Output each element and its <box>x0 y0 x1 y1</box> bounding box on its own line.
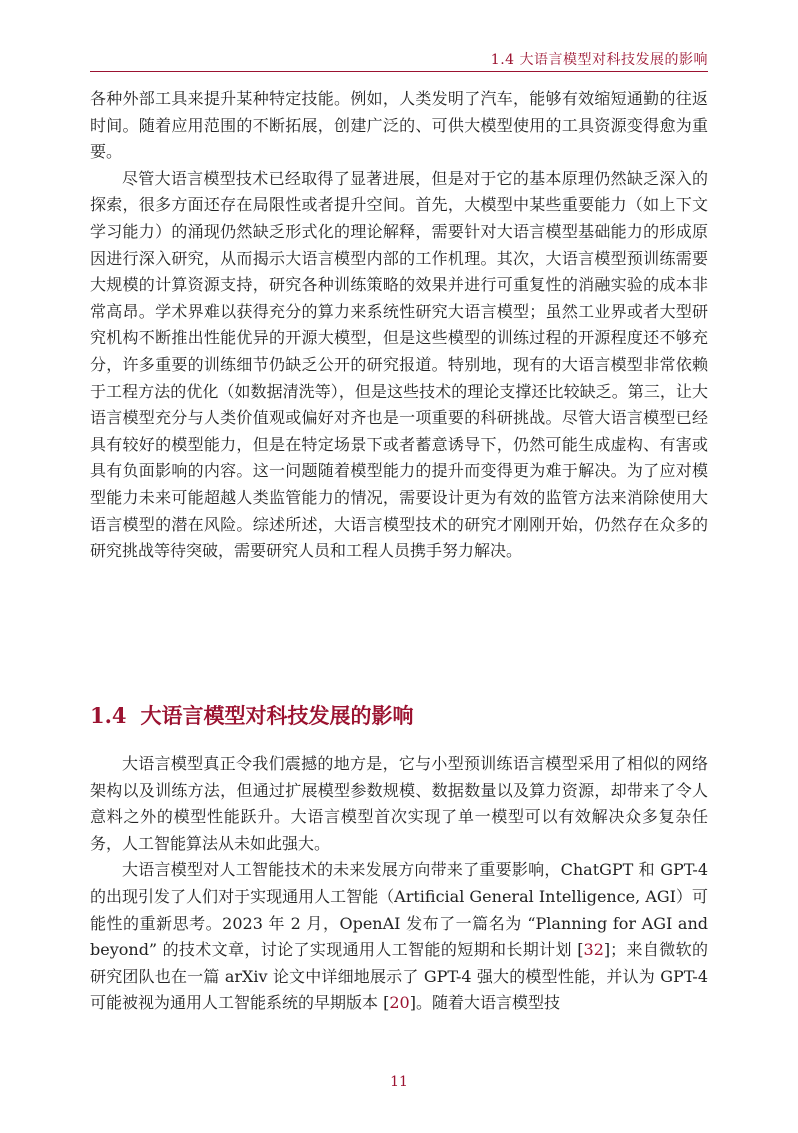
section-title: 大语言模型对科技发展的影响 <box>140 703 414 728</box>
page-number: 11 <box>390 1074 408 1090</box>
paragraph-tools: 各种外部工具来提升某种特定技能。例如，人类发明了汽车，能够有效缩短通勤的往返时间。随着应用范围的不断拓展，创建广泛的、可供大模型使用的工具资源变得愈为重要。 <box>90 89 708 162</box>
citation-20-link[interactable]: 20 <box>389 993 410 1013</box>
paragraph-agi-part-a: 大语言模型对人工智能技术的未来发展方向带来了重要影响，ChatGPT 和 GPT-4 的出现引发了人们对于实现通用人工智能（Artificial General Intelligence, AGI）可能性的重新思考。2023 年 2 月，OpenAI 发布了一篇名为 “Planning for AGI and beyond” 的技术文章，讨论了实现通用人工智能的短期和长期计划 [ <box>90 860 708 960</box>
section-number: 1.4 <box>90 703 127 728</box>
paragraph-impact: 大语言模型真正令我们震撼的地方是，它与小型预训练语言模型采用了相似的网络架构以及训练方法，但通过扩展模型参数规模、数据数量以及算力资源，却带来了令人意料之外的模型性能跃升。大语言模型首次实现了单一模型可以有效解决众多复杂任务，人工智能算法从未如此强大。 <box>90 754 708 853</box>
running-header: 1.4 大语言模型对科技发展的影响 <box>490 52 708 68</box>
section-heading <box>90 700 708 730</box>
text-block-bottom <box>90 751 708 1017</box>
paragraph-challenges: 尽管大语言模型技术已经取得了显著进展，但是对于它的基本原理仍然缺乏深入的探索，很多方面还存在局限性或者提升空间。首先，大模型中某些重要能力（如上下文学习能力）的涌现仍然缺乏形式化的理论解释，需要针对大语言模型基础能力的形成原因进行深入研究，从而揭示大语言模型内部的工作机理。其次，大语言模型预训练需要大规模的计算资源支持，研究各种训练策略的效果并进行可重复性的消融实验的成本非常高昂。学术界难以获得充分的算力来系统性研究大语言模型；虽然工业界或者大型研究机构不断推出性能优异的开源大模型，但是这些模型的训练过程的开源程度还不够充分，许多重要的训练细节仍缺乏公开的研究报道。特别地，现有的大语言模型非常依赖于工程方法的优化（如数据清洗等），但是这些技术的理论支撑还比较缺乏。第三，让大语言模型充分与人类价值观或偏好对齐也是一项重要的科研挑战。尽管大语言模型已经具有较好的模型能力，但是在特定场景下或者蓄意诱导下，仍然可能生成虚构、有害或具有负面影响的内容。这一问题随着模型能力的提升而变得更为难于解决。为了应对模型能力未来可能超越人类监管能力的情况，需要设计更为有效的监管方法来消除使用大语言模型的潜在风险。综述所述，大语言模型技术的研究才刚刚开始，仍然存在众多的研究挑战等待突破，需要研究人员和工程人员携手努力解决。 <box>90 168 708 561</box>
paragraph-agi-part-b: ]；来自微软的研究团队也在一篇 arXiv 论文中详细地展示了 GPT-4 强大的模型性能，并认为 GPT-4 可能被视为通用人工智能系统的早期版本 [ <box>90 940 708 1013</box>
citation-32-link[interactable]: 32 <box>583 940 604 960</box>
paragraph-agi-part-c: ]。随着大语言模型技 <box>409 993 560 1013</box>
text-block-top <box>90 86 708 565</box>
paragraph-agi <box>90 857 708 1017</box>
header-rule <box>90 71 708 72</box>
